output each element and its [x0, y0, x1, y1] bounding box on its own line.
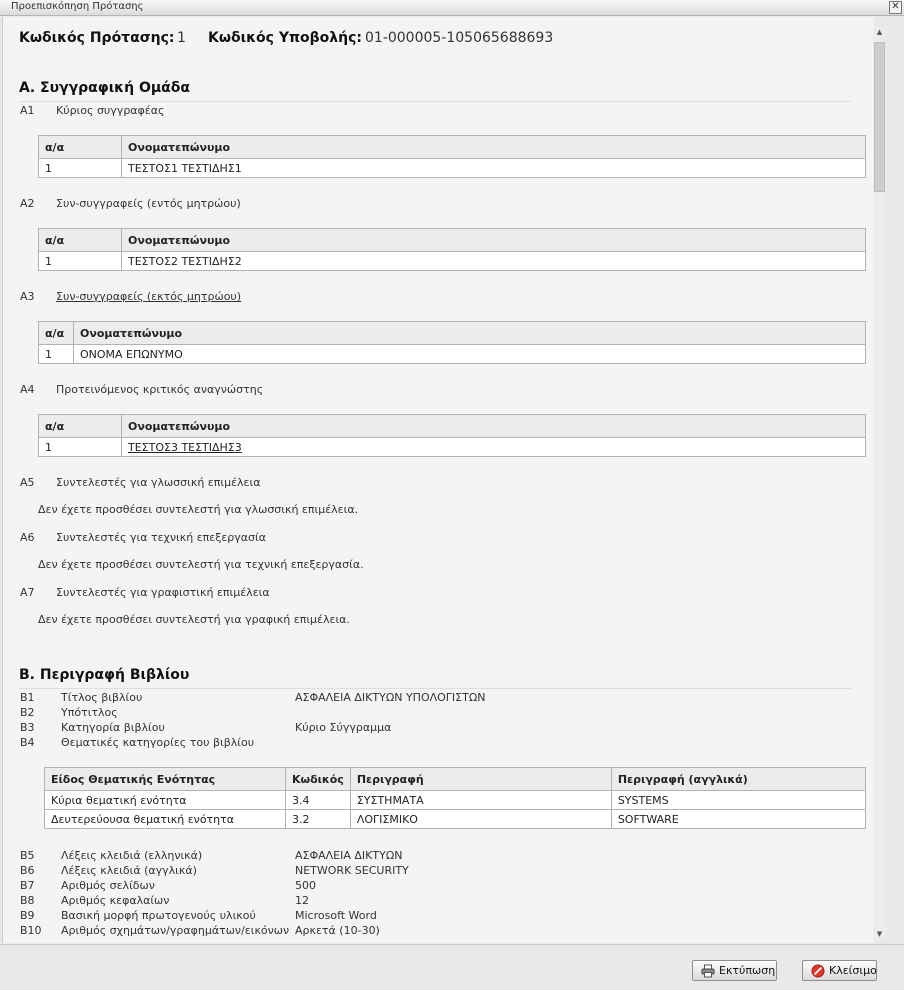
- col-name-header: Ονοματεπώνυμο: [74, 322, 866, 345]
- col-name-header: Ονοματεπώνυμο: [122, 415, 866, 438]
- topic-type: Κύρια θεματική ενότητα: [45, 791, 286, 810]
- col-topic-type-header: Είδος Θεματικής Ενότητας: [45, 768, 286, 791]
- b4-label: Θεματικές κατηγορίες του βιβλίου: [61, 736, 255, 749]
- close-icon[interactable]: ✕: [889, 1, 902, 14]
- table-row: [39, 345, 866, 364]
- b5-label: Λέξεις κλειδιά (ελληνικά): [61, 849, 203, 862]
- col-num-header: α/α: [39, 229, 122, 252]
- b8-value: 12: [295, 894, 309, 907]
- col-num-header: α/α: [39, 136, 122, 159]
- a3-code: Α3: [20, 290, 35, 303]
- proposal-code-value: 1: [177, 30, 186, 46]
- col-name-header: Ονοματεπώνυμο: [122, 229, 866, 252]
- b1-label: Τίτλος βιβλίου: [61, 691, 143, 704]
- a3-label: Συν-συγγραφείς (εκτός μητρώου): [56, 290, 242, 303]
- topics-table: [44, 767, 866, 829]
- a7-empty-note: Δεν έχετε προσθέσει συντελεστή για γραφική επιμέλεια.: [38, 613, 350, 626]
- row-name: ΤΕΣΤΟΣ1 ΤΕΣΤΙΔΗΣ1: [122, 159, 866, 178]
- b5-value: ΑΣΦΑΛΕΙΑ ΔΙΚΤΥΩΝ: [295, 849, 403, 862]
- topic-code: 3.4: [286, 791, 351, 810]
- a6-label: Συντελεστές για τεχνική επεξεργασία: [56, 531, 266, 544]
- submission-code-value: 01-000005-105065688693: [365, 30, 554, 46]
- topic-desc-en: SYSTEMS: [611, 791, 865, 810]
- a4-label: Προτεινόμενος κριτικός αναγνώστης: [56, 383, 264, 396]
- scroll-up-icon[interactable]: ▲: [876, 28, 883, 36]
- col-num-header: α/α: [39, 415, 122, 438]
- table-row: [45, 791, 866, 810]
- close-button[interactable]: [802, 960, 877, 981]
- b6-code: Β6: [20, 864, 35, 877]
- a5-label: Συντελεστές για γλωσσική επιμέλεια: [56, 476, 261, 489]
- a4-code: Α4: [20, 383, 35, 396]
- col-topic-desc-header: Περιγραφή: [350, 768, 611, 791]
- section-b-title: Β. Περιγραφή Βιβλίου: [19, 667, 190, 683]
- vertical-scrollbar[interactable]: [873, 26, 886, 940]
- a2-code: Α2: [20, 197, 35, 210]
- printer-icon: [701, 964, 715, 978]
- b8-label: Αριθμός κεφαλαίων: [61, 894, 170, 907]
- b8-code: Β8: [20, 894, 35, 907]
- b4-code: Β4: [20, 736, 35, 749]
- col-name-header: Ονοματεπώνυμο: [122, 136, 866, 159]
- cancel-icon: [811, 964, 825, 978]
- b3-label: Κατηγορία βιβλίου: [61, 721, 165, 734]
- topic-desc: ΛΟΓΙΣΜΙΚΟ: [350, 810, 611, 829]
- b9-value: Microsoft Word: [295, 909, 377, 922]
- table-row: [39, 252, 866, 271]
- a7-code: Α7: [20, 586, 35, 599]
- col-num-header: α/α: [39, 322, 74, 345]
- b3-code: Β3: [20, 721, 35, 734]
- b9-code: Β9: [20, 909, 35, 922]
- col-topic-code-header: Κωδικός: [286, 768, 351, 791]
- b10-code: Β10: [20, 924, 42, 937]
- topic-desc-en: SOFTWARE: [611, 810, 865, 829]
- a2-table: [38, 228, 866, 271]
- b7-label: Αριθμός σελίδων: [61, 879, 155, 892]
- b2-label: Υπότιτλος: [61, 706, 118, 719]
- window-title: Προεπισκόπηση Πρότασης: [11, 1, 144, 12]
- a6-code: Α6: [20, 531, 35, 544]
- section-a-title: Α. Συγγραφική Ομάδα: [19, 80, 191, 96]
- topic-type: Δευτερεύουσα θεματική ενότητα: [45, 810, 286, 829]
- a2-label: Συν-συγγραφείς (εντός μητρώου): [56, 197, 241, 210]
- b10-value: Αρκετά (10-30): [295, 924, 380, 937]
- b7-value: 500: [295, 879, 316, 892]
- topic-code: 3.2: [286, 810, 351, 829]
- scroll-down-icon[interactable]: ▼: [876, 930, 883, 938]
- table-row: [45, 810, 866, 829]
- a1-label: Κύριος συγγραφέας: [56, 104, 165, 117]
- a1-table: [38, 135, 866, 178]
- topic-desc: ΣΥΣΤΗΜΑΤΑ: [350, 791, 611, 810]
- row-num: 1: [39, 438, 122, 457]
- submission-code-label: Κωδικός Υποβολής:: [208, 30, 363, 46]
- a5-empty-note: Δεν έχετε προσθέσει συντελεστή για γλωσσική επιμέλεια.: [38, 503, 359, 516]
- row-num: 1: [39, 252, 122, 271]
- print-button-label: Εκτύπωση: [719, 964, 776, 977]
- reviewer-name-link[interactable]: ΤΕΣΤΟΣ3 ΤΕΣΤΙΔΗΣ3: [122, 438, 866, 457]
- close-button-label: Κλείσιμο: [829, 964, 877, 977]
- section-b-divider: [19, 688, 851, 689]
- a6-empty-note: Δεν έχετε προσθέσει συντελεστή για τεχνική επεξεργασία.: [38, 558, 364, 571]
- a1-code: Α1: [20, 104, 35, 117]
- dialog-footer: [0, 944, 904, 990]
- b6-value: NETWORK SECURITY: [295, 864, 409, 877]
- b7-code: Β7: [20, 879, 35, 892]
- b10-label: Αριθμός σχημάτων/γραφημάτων/εικόνων: [61, 924, 290, 937]
- b3-value: Κύριο Σύγγραμμα: [295, 721, 392, 734]
- a3-table: [38, 321, 866, 364]
- b1-value: ΑΣΦΑΛΕΙΑ ΔΙΚΤΥΩΝ ΥΠΟΛΟΓΙΣΤΩΝ: [295, 691, 486, 704]
- table-row: [39, 159, 866, 178]
- scrollbar-thumb[interactable]: [874, 42, 885, 192]
- row-name: ΤΕΣΤΟΣ2 ΤΕΣΤΙΔΗΣ2: [122, 252, 866, 271]
- b2-code: Β2: [20, 706, 35, 719]
- preview-panel[interactable]: [2, 17, 874, 943]
- print-button[interactable]: [692, 960, 777, 981]
- table-row: [39, 438, 866, 457]
- row-name: ΟΝΟΜΑ ΕΠΩΝΥΜΟ: [74, 345, 866, 364]
- window-titlebar: [0, 0, 904, 16]
- b9-label: Βασική μορφή πρωτογενούς υλικού: [61, 909, 256, 922]
- proposal-code-label: Κωδικός Πρότασης:: [19, 30, 175, 46]
- b1-code: Β1: [20, 691, 35, 704]
- b5-code: Β5: [20, 849, 35, 862]
- b6-label: Λέξεις κλειδιά (αγγλικά): [61, 864, 197, 877]
- col-topic-desc-en-header: Περιγραφή (αγγλικά): [611, 768, 865, 791]
- row-num: 1: [39, 159, 122, 178]
- a7-label: Συντελεστές για γραφιστική επιμέλεια: [56, 586, 270, 599]
- a5-code: Α5: [20, 476, 35, 489]
- section-a-divider: [19, 101, 851, 102]
- a4-table: [38, 414, 866, 457]
- row-num: 1: [39, 345, 74, 364]
